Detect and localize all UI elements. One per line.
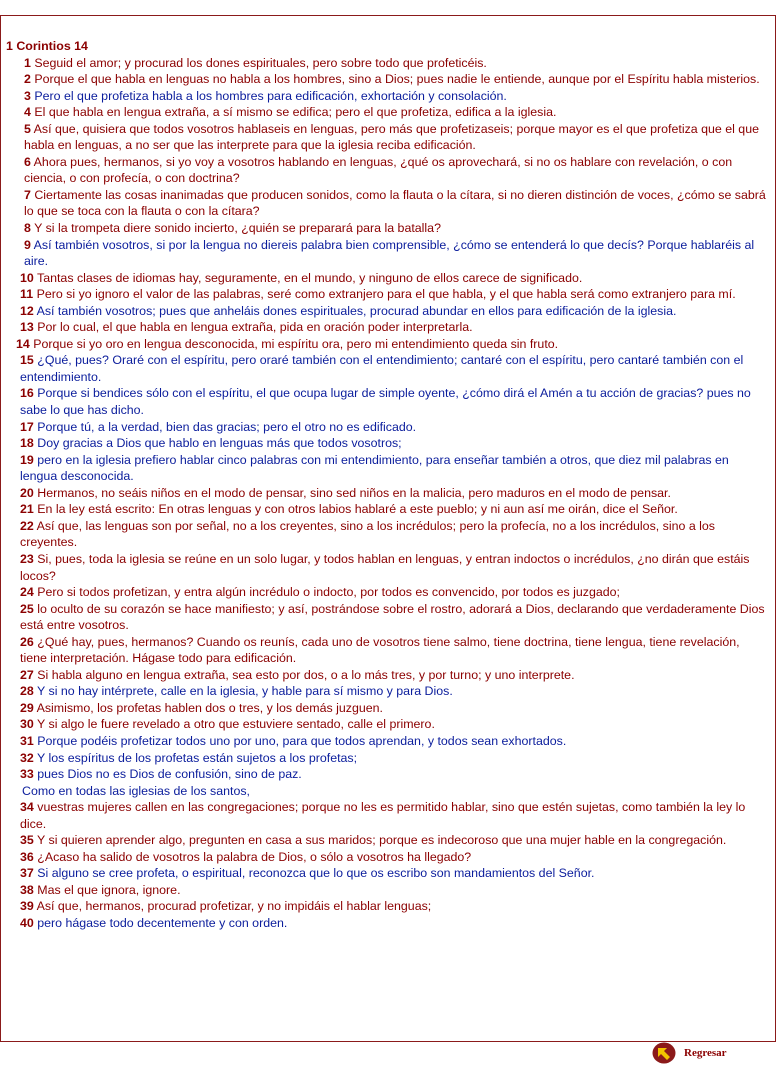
verse xyxy=(6,419,768,436)
verse-number: 27 xyxy=(20,667,34,682)
verse-text: Porque tú, a la verdad, bien das gracias; pero el otro no es edificado. xyxy=(37,419,417,434)
verse-text: Así que, las lenguas son por señal, no a los creyentes, sino a los incrédulos; pero la profecía, no a los incrédulos, sino a los creyentes. xyxy=(20,518,715,550)
verse-number: 7 xyxy=(24,187,31,202)
verse xyxy=(6,551,768,584)
verse-text: Porque el que habla en lenguas no habla a los hombres, sino a Dios; pues nadie le entiende, aunque por el Espíritu habla misterios. xyxy=(34,72,760,87)
verse-text: Seguid el amor; y procurad los dones espirituales, pero sobre todo que profeticéis. xyxy=(34,55,487,70)
verse xyxy=(6,518,768,551)
chapter-text xyxy=(6,38,768,932)
verse-number: 8 xyxy=(24,221,31,236)
verse-number: 3 xyxy=(24,88,31,103)
verse-text: Pero el que profetiza habla a los hombres para edificación, exhortación y consolación. xyxy=(34,88,507,103)
verse-number: 1 xyxy=(24,55,31,70)
verse-text: Pero si yo ignoro el valor de las palabras, seré como extranjero para el que habla, y el que habla será como extranjero para mí. xyxy=(36,287,736,302)
verse-number: 30 xyxy=(20,717,34,732)
verse-number: 6 xyxy=(24,154,31,169)
verse-text: lo oculto de su corazón se hace manifiesto; y así, postrándose sobre el rostro, adorará a Dios, declarando que verdaderamente Dios está entre vosotros. xyxy=(20,601,765,633)
verse-number: 9 xyxy=(24,237,31,252)
verse xyxy=(6,750,768,767)
verse-number: 40 xyxy=(20,915,34,930)
verse-text: vuestras mujeres callen en las congregaciones; porque no les es permitido hablar, sino que estén sujetas, como también la ley lo dice. xyxy=(20,800,746,831)
verse xyxy=(6,865,768,882)
verse xyxy=(6,71,768,88)
verse-number: 13 xyxy=(20,320,34,335)
verse-text: ¿Acaso ha salido de vosotros la palabra de Dios, o sólo a vosotros ha llegado? xyxy=(37,849,472,864)
verse xyxy=(6,716,768,733)
verse xyxy=(6,55,768,72)
verse-number: 19 xyxy=(20,452,34,467)
verse-text: Si alguno se cree profeta, o espiritual, reconozca que lo que os escribo son mandamientos del Señor. xyxy=(37,866,595,881)
verse xyxy=(6,352,768,385)
verse-text: pero en la iglesia prefiero hablar cinco palabras con mi entendimiento, para enseñar también a otros, que diez mil palabras en lengua desconocida. xyxy=(20,452,729,484)
verse xyxy=(6,584,768,601)
verse xyxy=(6,832,768,849)
verse-text: Ahora pues, hermanos, si yo voy a vosotros hablando en lenguas, ¿qué os aprovechará, si no os hablare con revelación, o con ciencia, o con profecía, o con doctrina? xyxy=(24,154,733,186)
verse-number: 2 xyxy=(24,72,31,87)
verse-text: Por lo cual, el que habla en lengua extraña, pida en oración poder interpretarla. xyxy=(37,320,473,335)
verse xyxy=(6,435,768,452)
verse-number: 35 xyxy=(20,833,34,848)
verse-number: 16 xyxy=(20,386,34,401)
verse-number: 17 xyxy=(20,419,34,434)
verse-text: Si habla alguno en lengua extraña, sea esto por dos, o a lo más tres, y por turno; y uno interprete. xyxy=(37,667,575,682)
verse-text: Pero si todos profetizan, y entra algún incrédulo o indocto, por todos es convencido, por todos es juzgado; xyxy=(37,585,620,600)
verse-text: ¿Qué, pues? Oraré con el espíritu, pero oraré también con el entendimiento; cantaré con el espíritu, pero cantaré también con el entendimiento. xyxy=(20,353,744,384)
verse xyxy=(6,634,768,667)
verse xyxy=(6,799,768,832)
verse-number: 23 xyxy=(20,551,34,566)
back-link-label: Regresar xyxy=(684,1047,727,1059)
verse-text: ¿Qué hay, pues, hermanos? Cuando os reunís, cada uno de vosotros tiene salmo, tiene doctrina, tiene lengua, tiene revelación, tiene interpretación. Hágase todo para edificación. xyxy=(20,634,740,666)
verse xyxy=(6,88,768,105)
verse-number: 21 xyxy=(20,502,34,517)
verse-number: 18 xyxy=(20,436,34,451)
verse-number: 37 xyxy=(20,866,34,881)
verse-number: 36 xyxy=(20,849,34,864)
verse-number: 12 xyxy=(20,303,34,318)
verse-list xyxy=(6,55,768,932)
verse xyxy=(6,783,768,800)
verse-number: 10 xyxy=(20,270,34,285)
verse xyxy=(6,303,768,320)
verse-text: El que habla en lengua extraña, a sí mismo se edifica; pero el que profetiza, edifica a la iglesia. xyxy=(34,105,557,120)
verse xyxy=(6,485,768,502)
verse xyxy=(6,319,768,336)
verse xyxy=(6,882,768,899)
verse-text: Porque si bendices sólo con el espíritu, el que ocupa lugar de simple oyente, ¿cómo dirá el Amén a tu acción de gracias? pues no sabe lo que has dicho. xyxy=(20,386,751,418)
verse xyxy=(6,683,768,700)
verse-number: 31 xyxy=(20,733,34,748)
verse xyxy=(6,270,768,287)
verse-text: pero hágase todo decentemente y con orden. xyxy=(37,915,288,930)
verse-text: Como en todas las iglesias de los santos, xyxy=(22,783,250,798)
back-arrow-icon xyxy=(652,1042,676,1064)
verse-number: 11 xyxy=(20,287,34,302)
verse xyxy=(6,187,768,220)
content-frame xyxy=(0,15,776,1042)
verse-number: 14 xyxy=(16,336,30,351)
chapter-title: 1 Corintios 14 xyxy=(6,39,88,53)
verse-text: pues Dios no es Dios de confusión, sino de paz. xyxy=(37,767,302,782)
verse-number: 5 xyxy=(24,121,31,136)
verse-text: Doy gracias a Dios que hablo en lenguas más que todos vosotros; xyxy=(37,436,402,451)
verse xyxy=(6,849,768,866)
verse xyxy=(6,286,768,303)
verse xyxy=(6,915,768,932)
verse xyxy=(6,766,768,783)
verse-text: Asimismo, los profetas hablen dos o tres, y los demás juzguen. xyxy=(36,700,383,715)
verse-text: Tantas clases de idiomas hay, seguramente, en el mundo, y ninguno de ellos carece de significado. xyxy=(37,270,583,285)
verse-text: Y si no hay intérprete, calle en la iglesia, y hable para sí mismo y para Dios. xyxy=(37,684,453,699)
verse-number: 26 xyxy=(20,634,34,649)
verse-number: 38 xyxy=(20,882,34,897)
verse xyxy=(6,336,768,353)
verse-text: Porque si yo oro en lengua desconocida, mi espíritu ora, pero mi entendimiento queda sin fruto. xyxy=(33,336,559,351)
verse-number: 33 xyxy=(20,767,34,782)
verse xyxy=(6,237,768,270)
verse-text: Así que, quisiera que todos vosotros hablaseis en lenguas, pero más que profetizaseis; porque mayor es el que profetiza que el que habla en lenguas, a no ser que las interprete para que la iglesia reciba edificación. xyxy=(24,121,759,153)
verse xyxy=(6,220,768,237)
verse-number: 39 xyxy=(20,899,34,914)
verse xyxy=(6,385,768,418)
verse-number: 20 xyxy=(20,485,34,500)
verse-text: Mas el que ignora, ignore. xyxy=(37,882,181,897)
verse-number: 29 xyxy=(20,700,34,715)
verse-number: 28 xyxy=(20,684,34,699)
verse-text: Y si algo le fuere revelado a otro que estuviere sentado, calle el primero. xyxy=(37,717,435,732)
verse xyxy=(6,501,768,518)
verse xyxy=(6,104,768,121)
verse-number: 32 xyxy=(20,750,34,765)
verse-number: 4 xyxy=(24,105,31,120)
verse-text: Hermanos, no seáis niños en el modo de pensar, sino sed niños en la malicia, pero maduros en el modo de pensar. xyxy=(37,485,671,500)
verse xyxy=(6,601,768,634)
verse xyxy=(6,667,768,684)
verse-text: Si, pues, toda la iglesia se reúne en un solo lugar, y todos hablan en lenguas, y entran indoctos o incrédulos, ¿no dirán que estáis locos? xyxy=(20,551,750,583)
verse-text: Así también vosotros; pues que anheláis dones espirituales, procurad abundar en ellos para edificación de la iglesia. xyxy=(36,303,677,318)
verse xyxy=(6,452,768,485)
verse-text: Así también vosotros, si por la lengua no diereis palabra bien comprensible, ¿cómo se entenderá lo que decís? Porque hablaréis al aire. xyxy=(24,237,755,269)
verse-number: 24 xyxy=(20,585,34,600)
verse xyxy=(6,700,768,717)
verse xyxy=(6,121,768,154)
verse xyxy=(6,898,768,915)
verse-number: 34 xyxy=(20,800,34,815)
verse-number: 25 xyxy=(20,601,34,616)
verse-text: Y si la trompeta diere sonido incierto, ¿quién se preparará para la batalla? xyxy=(34,221,441,236)
back-link[interactable] xyxy=(652,1042,727,1064)
verse-text: Así que, hermanos, procurad profetizar, y no impidáis el hablar lenguas; xyxy=(36,899,432,914)
verse-number: 15 xyxy=(20,353,34,368)
verse-text: Porque podéis profetizar todos uno por uno, para que todos aprendan, y todos sean exhortados. xyxy=(37,733,567,748)
verse-number: 22 xyxy=(20,518,34,533)
verse-text: En la ley está escrito: En otras lenguas y con otros labios hablaré a este pueblo; y ni aun así me oirán, dice el Señor. xyxy=(37,502,678,517)
verse xyxy=(6,733,768,750)
verse-text: Ciertamente las cosas inanimadas que producen sonidos, como la flauta o la cítara, si no dieren distinción de voces, ¿cómo se sabrá lo que se toca con la flauta o con la cítara? xyxy=(24,187,766,219)
verse-text: Y si quieren aprender algo, pregunten en casa a sus maridos; porque es indecoroso que una mujer hable en la congregación. xyxy=(37,833,727,848)
verse xyxy=(6,154,768,187)
verse-text: Y los espíritus de los profetas están sujetos a los profetas; xyxy=(37,750,358,765)
